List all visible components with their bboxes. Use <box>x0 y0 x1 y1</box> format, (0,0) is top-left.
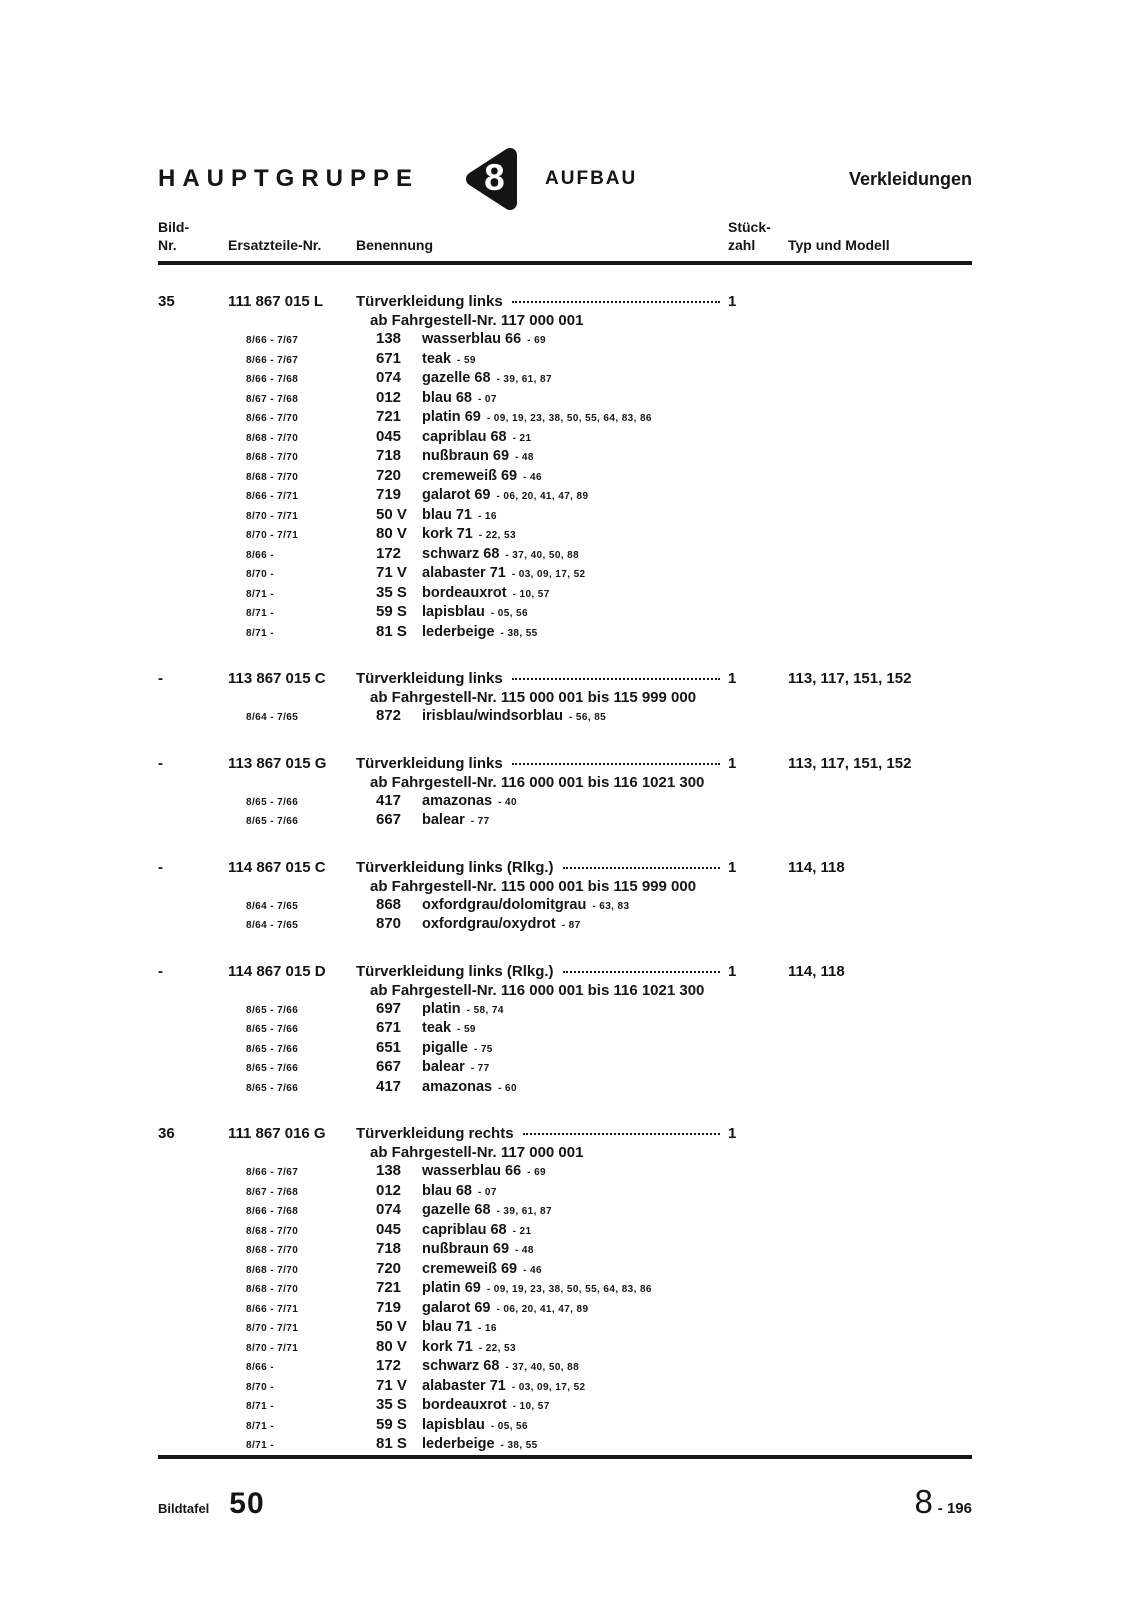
color-code: 671 <box>376 349 402 367</box>
parts-section <box>158 669 972 727</box>
build-period: 8/66 - 7/67 <box>246 1167 299 1179</box>
section-title: AUFBAU <box>545 168 638 189</box>
color-name: schwarz 68 <box>422 1358 500 1375</box>
col-header-benennung: Benennung <box>356 237 433 254</box>
color-ref-numbers: - 07 <box>477 393 497 405</box>
part-main-row <box>158 292 972 311</box>
build-period: 8/67 - 7/68 <box>246 393 299 405</box>
color-variant-row <box>158 1201 972 1221</box>
color-variant-row <box>158 350 972 370</box>
part-main-row <box>158 669 972 688</box>
col-header-ersatzteile-nr: Ersatzteile-Nr. <box>228 237 322 254</box>
color-code: 697 <box>376 999 402 1017</box>
color-ref-numbers: - 59 <box>457 1024 476 1036</box>
color-code: 59 S <box>376 603 407 621</box>
color-code: 50 V <box>376 1318 407 1336</box>
group-number-badge <box>463 146 519 212</box>
color-variant-row <box>158 1039 972 1059</box>
color-name: pigalle <box>422 1039 468 1056</box>
color-ref-numbers: - 46 <box>523 1264 542 1276</box>
color-variant-row <box>158 1377 972 1397</box>
color-name: alabaster 71 <box>422 565 506 582</box>
color-variant-row <box>158 447 972 467</box>
color-ref-numbers: - 03, 09, 17, 52 <box>511 569 586 581</box>
color-variant-row <box>158 1279 972 1299</box>
color-variant-row <box>158 811 972 831</box>
color-name: alabaster 71 <box>422 1377 506 1394</box>
color-variant-rows <box>158 707 972 727</box>
quantity: 1 <box>728 670 737 688</box>
color-variant-row <box>158 603 972 623</box>
parts-section <box>158 1124 972 1455</box>
build-period: 8/65 - 7/66 <box>246 796 299 808</box>
plate-number: 50 <box>229 1486 265 1520</box>
color-code: 074 <box>376 369 402 387</box>
build-period: 8/66 - 7/70 <box>246 413 299 425</box>
color-ref-numbers: - 21 <box>512 1225 532 1237</box>
color-code: 667 <box>376 811 402 829</box>
color-name: balear <box>422 812 465 829</box>
build-period: 8/68 - 7/70 <box>246 471 299 483</box>
color-name: irisblau/windsorblau <box>422 708 563 725</box>
color-ref-numbers: - 03, 09, 17, 52 <box>511 1381 586 1393</box>
build-period: 8/70 - <box>246 569 274 581</box>
color-code: 872 <box>376 707 402 725</box>
color-ref-numbers: - 60 <box>498 1082 517 1094</box>
main-group-label: HAUPTGRUPPE <box>158 165 420 192</box>
page-footer <box>158 1455 972 1521</box>
quantity: 1 <box>728 754 737 772</box>
chassis-number-range: ab Fahrgestell-Nr. 116 000 001 bis 116 1021 300 <box>370 981 705 999</box>
footer-rule <box>158 1455 972 1459</box>
build-period: 8/71 - <box>246 627 274 639</box>
dotted-leader <box>512 678 720 680</box>
color-variant-row <box>158 915 972 935</box>
color-ref-numbers: - 48 <box>515 1245 534 1257</box>
dotted-leader <box>563 971 720 973</box>
build-period: 8/64 - 7/65 <box>246 900 299 912</box>
bild-nr: - <box>158 670 163 688</box>
color-variant-rows <box>158 330 972 642</box>
bild-nr: - <box>158 962 163 980</box>
color-variant-row <box>158 428 972 448</box>
color-variant-row <box>158 506 972 526</box>
chassis-number-range: ab Fahrgestell-Nr. 115 000 001 bis 115 999 000 <box>370 689 697 707</box>
build-period: 8/65 - 7/66 <box>246 1004 299 1016</box>
part-main-row <box>158 962 972 981</box>
build-period: 8/65 - 7/66 <box>246 1024 299 1036</box>
build-period: 8/65 - 7/66 <box>246 1063 299 1075</box>
color-code: 721 <box>376 408 402 426</box>
color-ref-numbers: - 87 <box>561 920 581 932</box>
color-name: cremeweiß 69 <box>422 467 518 484</box>
color-name: schwarz 68 <box>422 545 500 562</box>
part-name: Türverkleidung links (Rlkg.) <box>356 962 554 980</box>
build-period: 8/71 - <box>246 1440 274 1452</box>
build-period: 8/66 - 7/67 <box>246 335 299 347</box>
color-ref-numbers: - 69 <box>527 1167 546 1179</box>
color-code: 172 <box>376 1357 402 1375</box>
color-name: galarot 69 <box>422 487 491 504</box>
color-code: 172 <box>376 544 402 562</box>
page-number-group: 8 <box>914 1482 933 1520</box>
color-variant-rows <box>158 792 972 831</box>
build-period: 8/71 - <box>246 1420 274 1432</box>
color-name: platin <box>422 1000 461 1017</box>
quantity: 1 <box>728 1125 737 1143</box>
build-period: 8/65 - 7/66 <box>246 1043 299 1055</box>
color-variant-row <box>158 623 972 643</box>
color-ref-numbers: - 37, 40, 50, 88 <box>505 1362 580 1374</box>
color-ref-numbers: - 58, 74 <box>466 1004 504 1016</box>
color-code: 074 <box>376 1201 402 1219</box>
color-variant-row <box>158 1338 972 1358</box>
bild-nr: - <box>158 754 163 772</box>
color-code: 59 S <box>376 1415 407 1433</box>
chassis-number-range: ab Fahrgestell-Nr. 117 000 001 <box>370 1144 584 1162</box>
build-period: 8/66 - 7/68 <box>246 374 299 386</box>
color-ref-numbers: - 56, 85 <box>569 712 607 724</box>
color-code: 667 <box>376 1058 402 1076</box>
build-period: 8/66 - 7/68 <box>246 1206 299 1218</box>
color-name: lederbeige <box>422 623 495 640</box>
color-ref-numbers: - 37, 40, 50, 88 <box>505 549 580 561</box>
part-main-row <box>158 754 972 773</box>
color-variant-row <box>158 1396 972 1416</box>
color-ref-numbers: - 40 <box>498 796 517 808</box>
color-ref-numbers: - 16 <box>477 510 497 522</box>
color-ref-numbers: - 05, 56 <box>490 608 528 620</box>
color-name: bordeauxrot <box>422 584 507 601</box>
color-name: lederbeige <box>422 1436 495 1453</box>
color-variant-row <box>158 1357 972 1377</box>
color-variant-rows <box>158 1000 972 1098</box>
color-name: capriblau 68 <box>422 1221 507 1238</box>
type-and-model: 114, 118 <box>788 858 845 876</box>
color-ref-numbers: - 09, 19, 23, 38, 50, 55, 64, 83, 86 <box>486 413 652 425</box>
color-ref-numbers: - 06, 20, 41, 47, 89 <box>496 1303 589 1315</box>
color-ref-numbers: - 77 <box>470 1063 490 1075</box>
dotted-leader <box>523 1133 720 1135</box>
bild-nr: 36 <box>158 1125 175 1143</box>
color-code: 012 <box>376 1181 402 1199</box>
build-period: 8/68 - 7/70 <box>246 1264 299 1276</box>
color-variant-row <box>158 564 972 584</box>
dotted-leader <box>512 301 720 303</box>
col-header-bild-nr: Bild- Nr. <box>158 219 190 254</box>
build-period: 8/64 - 7/65 <box>246 712 299 724</box>
color-code: 138 <box>376 1162 402 1180</box>
dotted-leader <box>563 867 720 869</box>
build-period: 8/68 - 7/70 <box>246 452 299 464</box>
build-period: 8/66 - <box>246 549 274 561</box>
color-code: 138 <box>376 330 402 348</box>
color-ref-numbers: - 07 <box>477 1186 497 1198</box>
build-period: 8/70 - 7/71 <box>246 1323 299 1335</box>
part-main-row <box>158 1124 972 1143</box>
color-ref-numbers: - 63, 83 <box>592 900 630 912</box>
color-variant-row <box>158 486 972 506</box>
build-period: 8/71 - <box>246 1401 274 1413</box>
type-and-model: 113, 117, 151, 152 <box>788 670 912 688</box>
color-variant-row <box>158 1058 972 1078</box>
color-ref-numbers: - 06, 20, 41, 47, 89 <box>496 491 589 503</box>
chassis-number-range: ab Fahrgestell-Nr. 117 000 001 <box>370 312 584 330</box>
build-period: 8/68 - 7/70 <box>246 432 299 444</box>
color-code: 671 <box>376 1019 402 1037</box>
build-period: 8/67 - 7/68 <box>246 1186 299 1198</box>
color-name: blau 68 <box>422 1182 472 1199</box>
part-number: 113 867 015 C <box>228 670 326 688</box>
color-code: 718 <box>376 447 402 465</box>
color-code: 81 S <box>376 622 407 640</box>
parts-section <box>158 858 972 935</box>
build-period: 8/64 - 7/65 <box>246 920 299 932</box>
color-name: platin 69 <box>422 409 481 426</box>
color-code: 012 <box>376 388 402 406</box>
color-name: kork 71 <box>422 526 473 543</box>
build-period: 8/68 - 7/70 <box>246 1284 299 1296</box>
color-variant-row <box>158 896 972 916</box>
color-variant-row <box>158 1182 972 1202</box>
color-name: capriblau 68 <box>422 428 507 445</box>
color-name: wasserblau 66 <box>422 331 522 348</box>
category-title: Verkleidungen <box>848 168 972 189</box>
build-period: 8/66 - 7/71 <box>246 491 299 503</box>
part-number: 111 867 016 G <box>228 1125 326 1143</box>
color-name: teak <box>422 350 452 367</box>
part-name: Türverkleidung links <box>356 670 503 688</box>
color-variant-row <box>158 1078 972 1098</box>
color-ref-numbers: - 39, 61, 87 <box>496 1206 552 1218</box>
color-ref-numbers: - 22, 53 <box>478 530 516 542</box>
color-name: nußbraun 69 <box>422 448 510 465</box>
color-ref-numbers: - 46 <box>523 471 542 483</box>
color-variant-row <box>158 408 972 428</box>
chassis-number-range: ab Fahrgestell-Nr. 115 000 001 bis 115 999 000 <box>370 877 697 895</box>
color-variant-row <box>158 1000 972 1020</box>
quantity: 1 <box>728 293 737 311</box>
color-variant-row <box>158 1260 972 1280</box>
part-name: Türverkleidung links <box>356 754 503 772</box>
color-variant-rows <box>158 896 972 935</box>
color-ref-numbers: - 59 <box>457 354 476 366</box>
color-variant-row <box>158 545 972 565</box>
build-period: 8/70 - <box>246 1381 274 1393</box>
build-period: 8/71 - <box>246 588 274 600</box>
color-name: bordeauxrot <box>422 1397 507 1414</box>
color-ref-numbers: - 22, 53 <box>478 1342 516 1354</box>
color-name: blau 68 <box>422 389 472 406</box>
build-period: 8/70 - 7/71 <box>246 1342 299 1354</box>
color-variant-row <box>158 1435 972 1455</box>
page-number: - 196 <box>937 1499 972 1517</box>
color-name: platin 69 <box>422 1280 481 1297</box>
color-code: 045 <box>376 1220 402 1238</box>
color-ref-numbers: - 38, 55 <box>500 627 538 639</box>
build-period: 8/66 - 7/67 <box>246 354 299 366</box>
color-name: lapisblau <box>422 1416 485 1433</box>
quantity: 1 <box>728 858 737 876</box>
color-name: balear <box>422 1059 465 1076</box>
color-name: oxfordgrau/oxydrot <box>422 916 556 933</box>
bild-nr: - <box>158 858 163 876</box>
color-code: 417 <box>376 791 402 809</box>
color-name: kork 71 <box>422 1338 473 1355</box>
color-ref-numbers: - 10, 57 <box>512 1401 550 1413</box>
type-and-model: 114, 118 <box>788 962 845 980</box>
color-code: 868 <box>376 895 402 913</box>
color-name: blau 71 <box>422 506 472 523</box>
color-code: 71 V <box>376 1376 407 1394</box>
color-ref-numbers: - 16 <box>477 1323 497 1335</box>
color-code: 35 S <box>376 1396 407 1414</box>
part-main-row <box>158 858 972 877</box>
color-name: galarot 69 <box>422 1299 491 1316</box>
color-name: nußbraun 69 <box>422 1241 510 1258</box>
color-code: 721 <box>376 1279 402 1297</box>
group-number: 8 <box>484 157 505 199</box>
page-header <box>158 146 972 212</box>
color-code: 81 S <box>376 1435 407 1453</box>
color-name: amazonas <box>422 792 493 809</box>
color-name: teak <box>422 1020 452 1037</box>
color-ref-numbers: - 21 <box>512 432 532 444</box>
color-variant-row <box>158 467 972 487</box>
build-period: 8/66 - <box>246 1362 274 1374</box>
color-name: wasserblau 66 <box>422 1163 522 1180</box>
table-header <box>158 218 972 261</box>
chassis-number-range: ab Fahrgestell-Nr. 116 000 001 bis 116 1021 300 <box>370 773 705 791</box>
color-name: cremeweiß 69 <box>422 1260 518 1277</box>
color-variant-row <box>158 525 972 545</box>
color-ref-numbers: - 48 <box>515 452 534 464</box>
color-ref-numbers: - 69 <box>527 335 546 347</box>
part-number: 114 867 015 D <box>228 962 326 980</box>
color-variant-row <box>158 584 972 604</box>
part-name: Türverkleidung links <box>356 293 503 311</box>
color-ref-numbers: - 39, 61, 87 <box>496 374 552 386</box>
color-code: 80 V <box>376 525 407 543</box>
build-period: 8/65 - 7/66 <box>246 816 299 828</box>
parts-table-body <box>158 265 972 1455</box>
dotted-leader <box>512 763 720 765</box>
color-ref-numbers: - 38, 55 <box>500 1440 538 1452</box>
build-period: 8/70 - 7/71 <box>246 510 299 522</box>
part-number: 113 867 015 G <box>228 754 327 772</box>
build-period: 8/71 - <box>246 608 274 620</box>
color-variant-row <box>158 792 972 812</box>
color-variant-row <box>158 1299 972 1319</box>
color-code: 720 <box>376 466 402 484</box>
color-variant-row <box>158 1318 972 1338</box>
quantity: 1 <box>728 962 737 980</box>
parts-section <box>158 292 972 642</box>
color-name: lapisblau <box>422 604 485 621</box>
color-name: gazelle 68 <box>422 1202 491 1219</box>
type-and-model: 113, 117, 151, 152 <box>788 754 912 772</box>
color-variant-row <box>158 1221 972 1241</box>
part-number: 114 867 015 C <box>228 858 326 876</box>
build-period: 8/66 - 7/71 <box>246 1303 299 1315</box>
color-variant-row <box>158 707 972 727</box>
color-variant-row <box>158 1019 972 1039</box>
color-ref-numbers: - 10, 57 <box>512 588 550 600</box>
part-name: Türverkleidung links (Rlkg.) <box>356 858 554 876</box>
color-variant-row <box>158 1240 972 1260</box>
col-header-typ-und-modell: Typ und Modell <box>788 237 890 254</box>
bild-nr: 35 <box>158 293 175 311</box>
color-code: 50 V <box>376 505 407 523</box>
part-name: Türverkleidung rechts <box>356 1125 514 1143</box>
color-variant-rows <box>158 1162 972 1455</box>
color-code: 045 <box>376 427 402 445</box>
color-code: 651 <box>376 1038 402 1056</box>
color-name: amazonas <box>422 1078 493 1095</box>
color-code: 417 <box>376 1077 402 1095</box>
color-ref-numbers: - 75 <box>473 1043 493 1055</box>
color-code: 35 S <box>376 583 407 601</box>
parts-section <box>158 962 972 1098</box>
color-ref-numbers: - 05, 56 <box>490 1420 528 1432</box>
build-period: 8/70 - 7/71 <box>246 530 299 542</box>
color-code: 719 <box>376 486 402 504</box>
color-code: 71 V <box>376 564 407 582</box>
color-name: gazelle 68 <box>422 370 491 387</box>
parts-section <box>158 754 972 831</box>
color-code: 870 <box>376 915 402 933</box>
col-header-stueckzahl: Stück- zahl <box>728 219 771 254</box>
color-variant-row <box>158 389 972 409</box>
build-period: 8/68 - 7/70 <box>246 1225 299 1237</box>
build-period: 8/65 - 7/66 <box>246 1082 299 1094</box>
bildtafel-label: Bildtafel <box>158 1500 210 1516</box>
build-period: 8/68 - 7/70 <box>246 1245 299 1257</box>
color-name: blau 71 <box>422 1319 472 1336</box>
color-ref-numbers: - 77 <box>470 816 490 828</box>
color-code: 718 <box>376 1240 402 1258</box>
color-variant-row <box>158 1416 972 1436</box>
color-variant-row <box>158 369 972 389</box>
color-ref-numbers: - 09, 19, 23, 38, 50, 55, 64, 83, 86 <box>486 1284 652 1296</box>
color-code: 719 <box>376 1298 402 1316</box>
color-variant-row <box>158 330 972 350</box>
color-code: 80 V <box>376 1337 407 1355</box>
part-number: 111 867 015 L <box>228 293 324 311</box>
color-name: oxfordgrau/dolomitgrau <box>422 896 587 913</box>
color-variant-row <box>158 1162 972 1182</box>
color-code: 720 <box>376 1259 402 1277</box>
